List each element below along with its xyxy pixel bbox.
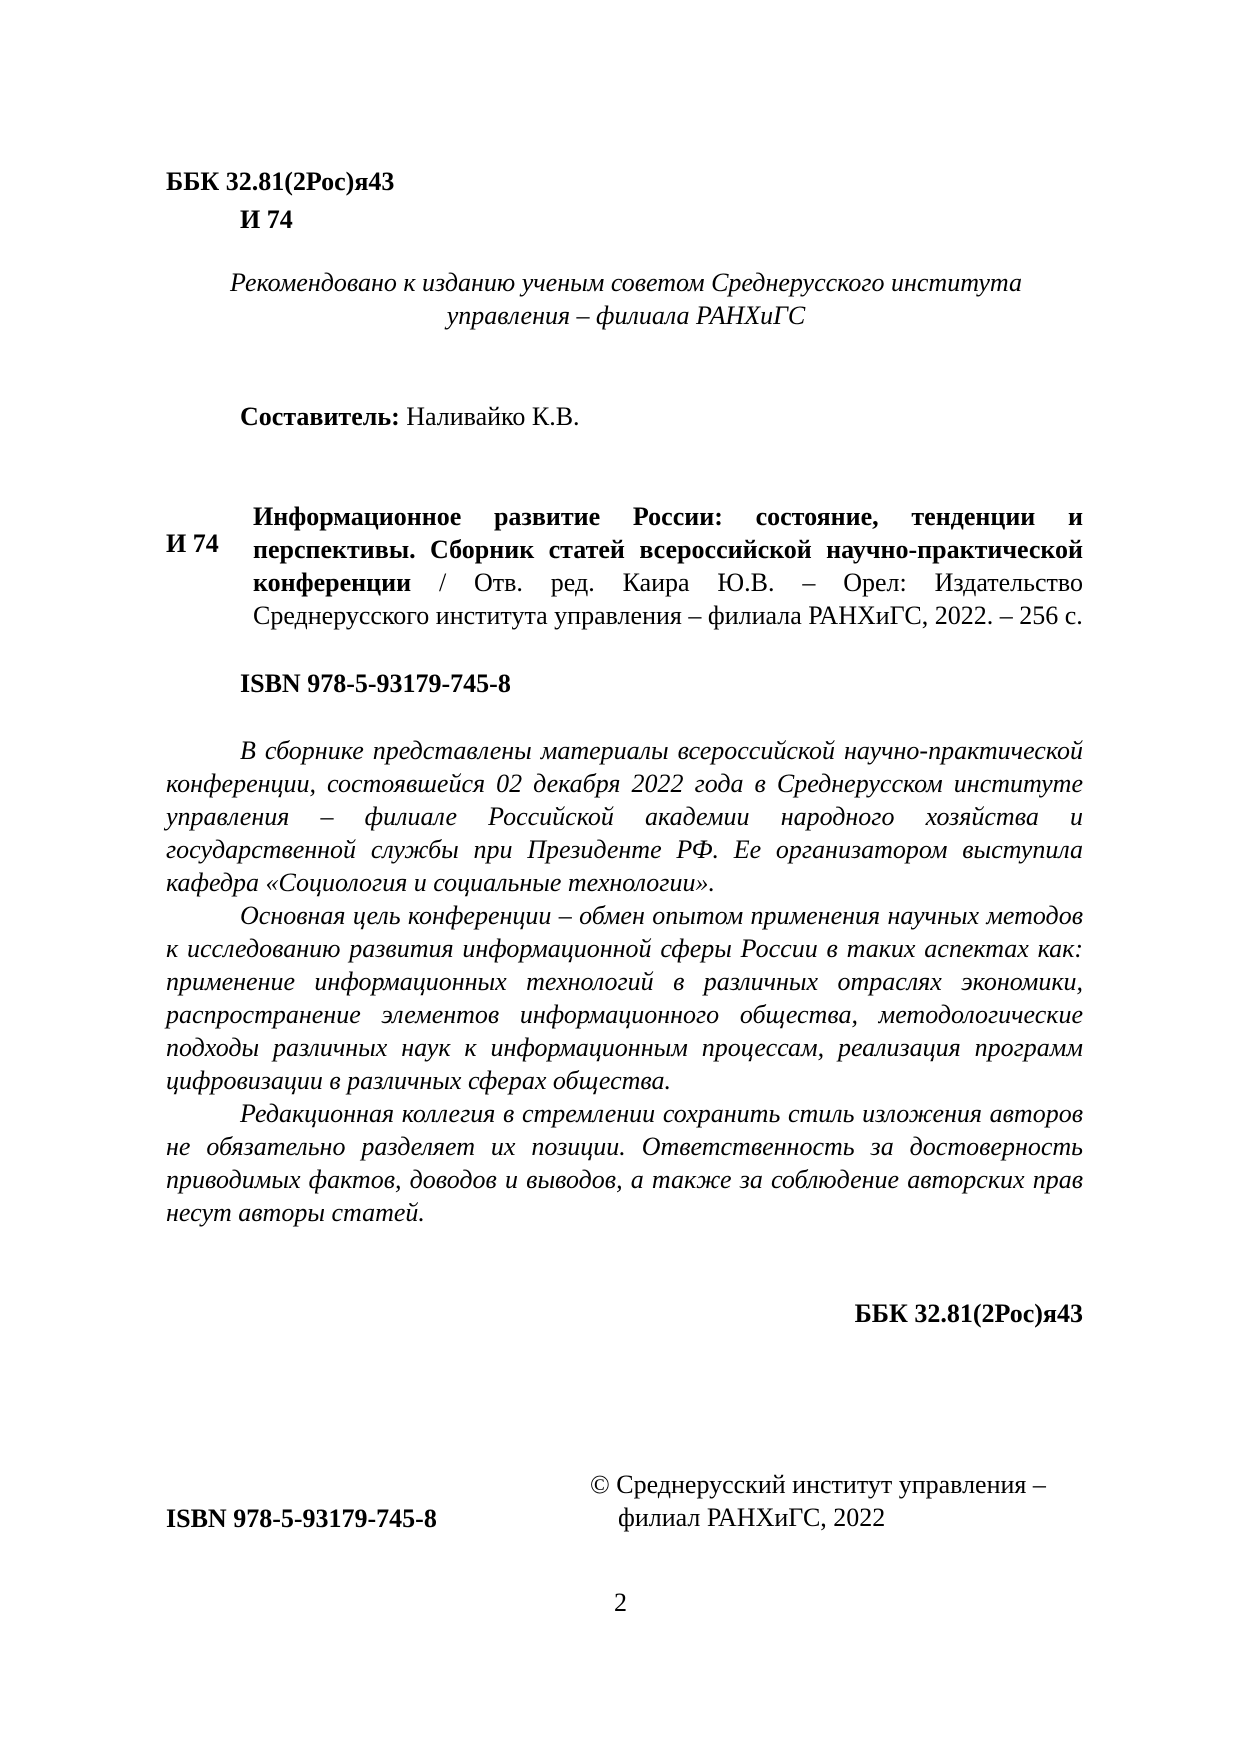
annotation-paragraph: В сборнике представлены материалы всероссийской научно-практической конференции, состоявшейся 02 декабря 2022 года в Среднерусском институте управления – филиале Российской академии народного хозяйства и государственной службы при Президенте РФ. Ее организатором выступила кафедра «Социология и социальные технологии». [166,736,1083,897]
copyright-notice [590,1468,1090,1534]
bibliography-mark: И 74 [166,529,219,558]
bibliography-details: / Отв. ред. Каира Ю.В. – Орел: Издательство Среднерусского института управления – филиала РАНХиГС, 2022. – 256 с. [253,568,1083,630]
page-number: 2 [614,1588,627,1617]
bbk-code: ББК 32.81(2Рос)я43 [166,167,395,196]
footer-isbn: ISBN 978-5-93179-745-8 [166,1504,437,1533]
author-mark: И 74 [240,205,293,234]
annotation [166,734,1083,1229]
recommendation-note: Рекомендовано к изданию ученым советом Среднерусского института управления – филиала РАНХиГС [230,268,1022,330]
annotation-paragraph: Редакционная коллегия в стремлении сохранить стиль изложения авторов не обязательно разделяет их позиции. Ответственность за достоверность приводимых фактов, доводов и выводов, а также за соблюдение авторских прав несут авторы статей. [166,1099,1083,1227]
annotation-paragraph: Основная цель конференции – обмен опытом применения научных методов к исследованию развития информационной сферы России в таких аспектах как: применение информационных технологий в различных отраслях экономики, распространение элементов информационного общества, методологические подходы различных наук к информационным процессам, реализация программ цифровизации в различных сферах общества. [166,901,1083,1095]
annotation-bbk: ББК 32.81(2Рос)я43 [854,1299,1083,1328]
copyright-line-1: © Среднерусский институт управления – [590,1470,1046,1499]
compiler-line [240,400,580,433]
bibliography-isbn: ISBN 978-5-93179-745-8 [240,669,511,698]
copyright-line-2: филиал РАНХиГС, 2022 [618,1503,886,1532]
bibliography-entry [253,500,1083,632]
compiler-name: Наливайко К.В. [406,402,580,431]
bibliography-title: Информационное развитие России: состояние, тенденции и перспективы. Сборник статей всероссийской научно-практической конференции [253,502,1083,597]
compiler-label: Составитель: [240,402,400,431]
